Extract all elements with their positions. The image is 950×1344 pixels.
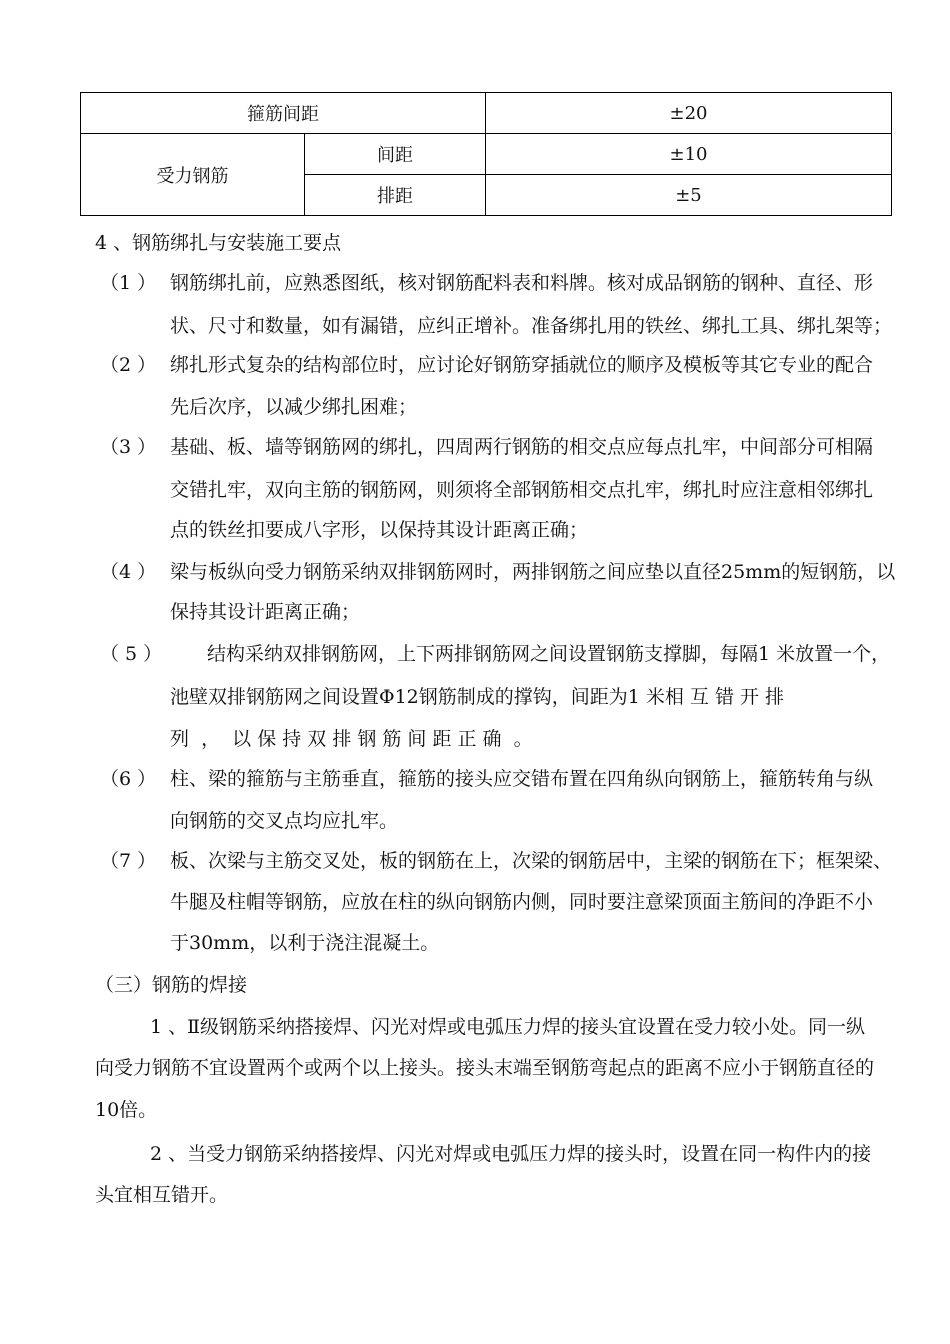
item-number: （1 ）: [100, 272, 157, 294]
item-text-line: 列 ， 以 保 持 双 排 钢 筋 间 距 正 确 。: [170, 728, 533, 750]
item-text-line: 钢筋绑扎前，应熟悉图纸，核对钢筋配料表和料牌。核对成品钢筋的钢种、直径、形: [170, 272, 874, 294]
item-number: （6 ）: [100, 768, 157, 790]
item-text-line: 牛腿及柱帽等钢筋，应放在柱的纵向钢筋内侧，同时要注意梁顶面主筋间的净距不小: [170, 891, 874, 913]
paragraph-line: 10倍。: [95, 1099, 158, 1121]
paragraph-line: 头宜相互错开。: [95, 1184, 229, 1206]
table-row: [81, 134, 892, 175]
paragraph-line: 1 、Ⅱ级钢筋采纳搭接焊、闪光对焊或电弧压力焊的接头宜设置在受力较小处。同一纵: [150, 1016, 866, 1038]
item-text-line: 池壁双排钢筋网之间设置Φ12钢筋制成的撑钩，间距为1 米相 互 错 开 排: [170, 686, 785, 708]
item-text-line: 柱、梁的箍筋与主筋垂直，箍筋的接头应交错布置在四角纵向钢筋上，箍筋转角与纵: [170, 768, 874, 790]
table-cell: 排距: [305, 175, 486, 216]
item-number: （3 ）: [100, 436, 157, 458]
item-text-line: 于30mm，以利于浇注混凝土。: [170, 932, 440, 954]
item-text-line: 绑扎形式复杂的结构部位时，应讨论好钢筋穿插就位的顺序及模板等其它专业的配合: [170, 354, 874, 376]
table-cell: ±10: [486, 134, 892, 175]
item-text-line: 先后次序，以减少绑扎困难；: [170, 396, 418, 418]
paragraph-line: 向受力钢筋不宜设置两个或两个以上接头。接头末端至钢筋弯起点的距离不应小于钢筋直径的: [95, 1057, 875, 1079]
item-number: （2 ）: [100, 354, 157, 376]
item-text-line: 板、次梁与主筋交叉处，板的钢筋在上，次梁的钢筋居中，主梁的钢筋在下；框架梁、: [170, 850, 893, 872]
item-text-line: 向钢筋的交叉点均应扎牢。: [170, 810, 399, 832]
item-text-line: 基础、板、墙等钢筋网的绑扎，四周两行钢筋的相交点应每点扎牢，中间部分可相隔: [170, 436, 874, 458]
item-number: （4 ）: [100, 561, 157, 583]
section-heading: （三）钢筋的焊接: [95, 974, 248, 996]
table-cell: 受力钢筋: [81, 134, 305, 216]
item-text-line: 交错扎牢，双向主筋的钢筋网，则须将全部钢筋相交点扎牢，绑扎时应注意相邻绑扎: [170, 479, 874, 501]
paragraph-line: 2 、当受力钢筋采纳搭接焊、闪光对焊或电弧压力焊的接头时，设置在同一构件内的接: [150, 1143, 872, 1165]
item-text-line: 点的铁丝扣要成八字形，以保持其设计距离正确；: [170, 519, 589, 541]
section-heading: 4 、钢筋绑扎与安装施工要点: [95, 232, 342, 254]
table-cell: 箍筋间距: [81, 93, 486, 134]
table-cell: ±5: [486, 175, 892, 216]
item-text-line: 梁与板纵向受力钢筋采纳双排钢筋网时，两排钢筋之间应垫以直径25mm的短钢筋，以: [170, 561, 896, 583]
item-text-line: 状、尺寸和数量，如有漏错，应纠正增补。准备绑扎用的铁丝、绑扎工具、绑扎架等；: [170, 315, 893, 337]
item-text-line: 结构采纳双排钢筋网，上下两排钢筋网之间设置钢筋支撑脚，每隔1 米放置一个，: [207, 643, 891, 665]
table-row: [81, 93, 892, 134]
tolerance-table: [80, 92, 892, 216]
table-cell: ±20: [486, 93, 892, 134]
item-number: （ 5 ）: [100, 643, 163, 665]
item-number: （7 ）: [100, 850, 157, 872]
table-cell: 间距: [305, 134, 486, 175]
item-text-line: 保持其设计距离正确；: [170, 601, 361, 623]
